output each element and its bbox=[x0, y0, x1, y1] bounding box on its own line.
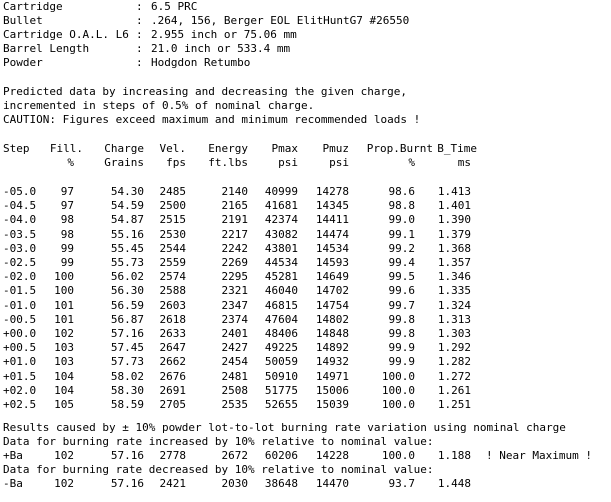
variation-intro: Results caused by ± 10% powder lot-to-lot burning rate variation using nominal charge bbox=[3, 421, 566, 434]
note-line: Predicted data by increasing and decreasing the given charge, bbox=[3, 85, 407, 98]
cell-pmuz: 14754 bbox=[315, 299, 349, 312]
cell-charge: 56.30 bbox=[110, 284, 144, 297]
cell-pmax: 60206 bbox=[264, 449, 298, 462]
cell-b-time: 1.413 bbox=[437, 185, 471, 198]
info-label: Bullet bbox=[3, 14, 43, 27]
cell-prop-burnt: 93.7 bbox=[388, 477, 415, 490]
unit-header: ft.lbs bbox=[208, 156, 248, 169]
cell-prop-burnt: 99.8 bbox=[388, 327, 415, 340]
cell-b-time: 1.251 bbox=[437, 398, 471, 411]
cell-fill: 103 bbox=[54, 341, 74, 354]
cell-velocity: 2574 bbox=[159, 270, 186, 283]
info-label: Cartridge bbox=[3, 0, 63, 13]
unit-header: psi bbox=[278, 156, 298, 169]
info-separator: : bbox=[136, 0, 143, 13]
cell-energy: 2481 bbox=[221, 370, 248, 383]
cell-step: -04.0 bbox=[3, 213, 37, 226]
cell-pmax: 50059 bbox=[264, 355, 298, 368]
minus-ba-row bbox=[3, 477, 608, 491]
cell-prop-burnt: 100.0 bbox=[381, 370, 415, 383]
cell-step: +00.5 bbox=[3, 341, 37, 354]
cell-pmax: 42374 bbox=[264, 213, 298, 226]
increased-label: Data for burning rate increased by 10% relative to nominal value: bbox=[3, 435, 434, 448]
cell-energy: 2295 bbox=[221, 270, 248, 283]
caution-line: CAUTION: Figures exceed maximum and minimum recommended loads ! bbox=[3, 113, 421, 126]
cell-prop-burnt: 99.1 bbox=[388, 228, 415, 241]
cell-fill: 102 bbox=[54, 477, 74, 490]
cell-step: +Ba bbox=[3, 449, 23, 462]
cell-charge: 58.30 bbox=[110, 384, 144, 397]
col-header: Energy bbox=[208, 142, 248, 155]
cell-pmax: 43801 bbox=[264, 242, 298, 255]
cell-pmax: 43082 bbox=[264, 228, 298, 241]
cell-charge: 54.87 bbox=[110, 213, 144, 226]
cell-pmax: 38648 bbox=[264, 477, 298, 490]
cell-prop-burnt: 100.0 bbox=[381, 384, 415, 397]
unit-header: ms bbox=[457, 156, 471, 169]
cell-b-time: 1.313 bbox=[437, 313, 471, 326]
cell-charge: 56.02 bbox=[110, 270, 144, 283]
cell-b-time: 1.346 bbox=[437, 270, 471, 283]
cell-energy: 2401 bbox=[221, 327, 248, 340]
cell-prop-burnt: 99.7 bbox=[388, 299, 415, 312]
cell-energy: 2140 bbox=[221, 185, 248, 198]
cell-energy: 2321 bbox=[221, 284, 248, 297]
cell-prop-burnt: 100.0 bbox=[381, 449, 415, 462]
cell-fill: 101 bbox=[54, 299, 74, 312]
cell-step: +01.0 bbox=[3, 355, 37, 368]
table-row bbox=[3, 213, 523, 227]
cell-fill: 99 bbox=[60, 242, 74, 255]
info-separator: : bbox=[136, 14, 143, 27]
cell-pmuz: 14278 bbox=[315, 185, 349, 198]
plus-ba-row bbox=[3, 449, 608, 463]
cell-step: -01.5 bbox=[3, 284, 37, 297]
cell-pmuz: 14470 bbox=[315, 477, 349, 490]
cell-velocity: 2705 bbox=[159, 398, 186, 411]
cell-energy: 2347 bbox=[221, 299, 248, 312]
cell-velocity: 2603 bbox=[159, 299, 186, 312]
col-header: Pmax bbox=[271, 142, 298, 155]
cell-charge: 55.73 bbox=[110, 256, 144, 269]
cell-velocity: 2530 bbox=[159, 228, 186, 241]
cell-b-time: 1.401 bbox=[437, 199, 471, 212]
cell-pmuz: 14474 bbox=[315, 228, 349, 241]
cell-charge: 57.16 bbox=[110, 477, 144, 490]
info-label: Cartridge O.A.L. L6 bbox=[3, 28, 129, 41]
cell-fill: 98 bbox=[60, 228, 74, 241]
cell-step: -03.5 bbox=[3, 228, 37, 241]
cell-velocity: 2662 bbox=[159, 355, 186, 368]
cell-prop-burnt: 98.6 bbox=[388, 185, 415, 198]
cell-b-time: 1.368 bbox=[437, 242, 471, 255]
cell-pmuz: 14228 bbox=[315, 449, 349, 462]
cell-energy: 2165 bbox=[221, 199, 248, 212]
header-units-row bbox=[3, 156, 471, 170]
cell-energy: 2508 bbox=[221, 384, 248, 397]
cell-b-time: 1.303 bbox=[437, 327, 471, 340]
table-row bbox=[3, 284, 523, 298]
cell-step: -02.5 bbox=[3, 256, 37, 269]
info-row-barrel bbox=[3, 42, 291, 56]
info-row-bullet bbox=[3, 14, 410, 28]
info-separator: : bbox=[136, 28, 143, 41]
cell-charge: 55.45 bbox=[110, 242, 144, 255]
cell-prop-burnt: 99.5 bbox=[388, 270, 415, 283]
table-row bbox=[3, 341, 523, 355]
cell-charge: 55.16 bbox=[110, 228, 144, 241]
cell-energy: 2672 bbox=[221, 449, 248, 462]
cell-charge: 57.16 bbox=[110, 449, 144, 462]
table-row bbox=[3, 185, 523, 199]
table-row bbox=[3, 242, 523, 256]
cell-velocity: 2421 bbox=[159, 477, 186, 490]
cell-step: -04.5 bbox=[3, 199, 37, 212]
info-value: 6.5 PRC bbox=[151, 0, 198, 13]
unit-header: fps bbox=[166, 156, 186, 169]
cell-fill: 102 bbox=[54, 449, 74, 462]
cell-fill: 99 bbox=[60, 256, 74, 269]
unit-header: % bbox=[67, 156, 74, 169]
near-maximum-warning: ! Near Maximum ! bbox=[486, 449, 592, 462]
cell-velocity: 2691 bbox=[159, 384, 186, 397]
cell-pmax: 46815 bbox=[264, 299, 298, 312]
cell-b-time: 1.292 bbox=[437, 341, 471, 354]
cell-fill: 104 bbox=[54, 384, 74, 397]
cell-energy: 2242 bbox=[221, 242, 248, 255]
cell-energy: 2269 bbox=[221, 256, 248, 269]
cell-fill: 98 bbox=[60, 213, 74, 226]
info-value: 21.0 inch or 533.4 mm bbox=[151, 42, 291, 55]
cell-pmax: 49225 bbox=[264, 341, 298, 354]
cell-pmax: 41681 bbox=[264, 199, 298, 212]
cell-prop-burnt: 100.0 bbox=[381, 398, 415, 411]
info-row-oal bbox=[3, 28, 297, 42]
info-value: .264, 156, Berger EOL ElitHuntG7 #26550 bbox=[151, 14, 410, 27]
info-separator: : bbox=[136, 56, 143, 69]
cell-charge: 58.59 bbox=[110, 398, 144, 411]
table-row bbox=[3, 256, 523, 270]
cell-pmuz: 14534 bbox=[315, 242, 349, 255]
cell-prop-burnt: 99.9 bbox=[388, 341, 415, 354]
cell-b-time: 1.357 bbox=[437, 256, 471, 269]
info-row-powder bbox=[3, 56, 251, 70]
cell-step: +01.5 bbox=[3, 370, 37, 383]
cell-step: -01.0 bbox=[3, 299, 37, 312]
cell-pmuz: 14593 bbox=[315, 256, 349, 269]
info-label: Powder bbox=[3, 56, 43, 69]
cell-pmax: 48406 bbox=[264, 327, 298, 340]
table-row bbox=[3, 355, 523, 369]
decreased-label: Data for burning rate decreased by 10% relative to nominal value: bbox=[3, 463, 434, 476]
cell-velocity: 2633 bbox=[159, 327, 186, 340]
cell-step: -Ba bbox=[3, 477, 23, 490]
table-row bbox=[3, 398, 523, 412]
cell-prop-burnt: 99.4 bbox=[388, 256, 415, 269]
cell-b-time: 1.188 bbox=[437, 449, 471, 462]
cell-step: -00.5 bbox=[3, 313, 37, 326]
cell-pmuz: 15039 bbox=[315, 398, 349, 411]
cell-pmuz: 14411 bbox=[315, 213, 349, 226]
table-row bbox=[3, 299, 523, 313]
cell-pmax: 44534 bbox=[264, 256, 298, 269]
unit-header: psi bbox=[329, 156, 349, 169]
info-row-cartridge bbox=[3, 0, 198, 14]
cell-charge: 56.59 bbox=[110, 299, 144, 312]
cell-pmuz: 14932 bbox=[315, 355, 349, 368]
cell-step: +00.0 bbox=[3, 327, 37, 340]
cell-b-time: 1.324 bbox=[437, 299, 471, 312]
cell-prop-burnt: 99.8 bbox=[388, 313, 415, 326]
col-header: Prop.Burnt bbox=[366, 142, 433, 155]
table-row bbox=[3, 370, 523, 384]
cell-velocity: 2515 bbox=[159, 213, 186, 226]
table-row bbox=[3, 384, 523, 398]
cell-fill: 97 bbox=[60, 185, 74, 198]
cell-pmuz: 14702 bbox=[315, 284, 349, 297]
cell-b-time: 1.379 bbox=[437, 228, 471, 241]
unit-header: % bbox=[408, 156, 415, 169]
cell-charge: 57.16 bbox=[110, 327, 144, 340]
cell-pmuz: 14649 bbox=[315, 270, 349, 283]
cell-pmax: 51775 bbox=[264, 384, 298, 397]
table-row bbox=[3, 199, 523, 213]
cell-velocity: 2588 bbox=[159, 284, 186, 297]
cell-pmuz: 14802 bbox=[315, 313, 349, 326]
cell-prop-burnt: 98.8 bbox=[388, 199, 415, 212]
table-row bbox=[3, 327, 523, 341]
cell-b-time: 1.261 bbox=[437, 384, 471, 397]
cell-b-time: 1.282 bbox=[437, 355, 471, 368]
cell-fill: 104 bbox=[54, 370, 74, 383]
cell-fill: 97 bbox=[60, 199, 74, 212]
table-row bbox=[3, 313, 523, 327]
info-value: Hodgdon Retumbo bbox=[151, 56, 251, 69]
cell-pmuz: 14892 bbox=[315, 341, 349, 354]
cell-fill: 105 bbox=[54, 398, 74, 411]
table-row bbox=[3, 270, 523, 284]
cell-velocity: 2559 bbox=[159, 256, 186, 269]
cell-prop-burnt: 99.2 bbox=[388, 242, 415, 255]
cell-b-time: 1.390 bbox=[437, 213, 471, 226]
col-header: Fill. bbox=[49, 142, 83, 155]
cell-step: +02.0 bbox=[3, 384, 37, 397]
cell-pmax: 45281 bbox=[264, 270, 298, 283]
col-header: Step bbox=[3, 142, 30, 155]
col-header: B_Time bbox=[437, 142, 477, 155]
cell-pmax: 40999 bbox=[264, 185, 298, 198]
cell-fill: 101 bbox=[54, 313, 74, 326]
col-header: Pmuz bbox=[322, 142, 349, 155]
cell-energy: 2191 bbox=[221, 213, 248, 226]
cell-charge: 54.59 bbox=[110, 199, 144, 212]
cell-prop-burnt: 99.6 bbox=[388, 284, 415, 297]
cell-energy: 2454 bbox=[221, 355, 248, 368]
cell-pmuz: 14848 bbox=[315, 327, 349, 340]
cell-velocity: 2500 bbox=[159, 199, 186, 212]
cell-charge: 58.02 bbox=[110, 370, 144, 383]
cell-pmuz: 14971 bbox=[315, 370, 349, 383]
cell-step: -03.0 bbox=[3, 242, 37, 255]
cell-charge: 57.45 bbox=[110, 341, 144, 354]
cell-fill: 100 bbox=[54, 270, 74, 283]
col-header: Charge bbox=[104, 142, 144, 155]
cell-velocity: 2544 bbox=[159, 242, 186, 255]
cell-b-time: 1.272 bbox=[437, 370, 471, 383]
cell-charge: 54.30 bbox=[110, 185, 144, 198]
cell-step: +02.5 bbox=[3, 398, 37, 411]
cell-charge: 57.73 bbox=[110, 355, 144, 368]
cell-pmax: 46040 bbox=[264, 284, 298, 297]
cell-energy: 2535 bbox=[221, 398, 248, 411]
cell-pmax: 52655 bbox=[264, 398, 298, 411]
cell-energy: 2374 bbox=[221, 313, 248, 326]
cell-fill: 103 bbox=[54, 355, 74, 368]
note-line: incremented in steps of 0.5% of nominal charge. bbox=[3, 99, 315, 112]
col-header: Vel. bbox=[159, 142, 186, 155]
cell-pmuz: 15006 bbox=[315, 384, 349, 397]
cell-energy: 2217 bbox=[221, 228, 248, 241]
info-label: Barrel Length bbox=[3, 42, 90, 55]
cell-energy: 2427 bbox=[221, 341, 248, 354]
header-row bbox=[3, 142, 477, 156]
cell-charge: 56.87 bbox=[110, 313, 144, 326]
cell-pmax: 47604 bbox=[264, 313, 298, 326]
cell-fill: 100 bbox=[54, 284, 74, 297]
unit-header: Grains bbox=[104, 156, 144, 169]
info-separator: : bbox=[136, 42, 143, 55]
cell-step: -02.0 bbox=[3, 270, 37, 283]
cell-velocity: 2676 bbox=[159, 370, 186, 383]
cell-velocity: 2618 bbox=[159, 313, 186, 326]
cell-velocity: 2778 bbox=[159, 449, 186, 462]
table-row bbox=[3, 228, 523, 242]
info-value: 2.955 inch or 75.06 mm bbox=[151, 28, 297, 41]
cell-energy: 2030 bbox=[221, 477, 248, 490]
cell-velocity: 2485 bbox=[159, 185, 186, 198]
cell-step: -05.0 bbox=[3, 185, 37, 198]
cell-pmuz: 14345 bbox=[315, 199, 349, 212]
cell-fill: 102 bbox=[54, 327, 74, 340]
cell-pmax: 50910 bbox=[264, 370, 298, 383]
cell-b-time: 1.448 bbox=[437, 477, 471, 490]
cell-velocity: 2647 bbox=[159, 341, 186, 354]
cell-b-time: 1.335 bbox=[437, 284, 471, 297]
cell-prop-burnt: 99.9 bbox=[388, 355, 415, 368]
cell-prop-burnt: 99.0 bbox=[388, 213, 415, 226]
